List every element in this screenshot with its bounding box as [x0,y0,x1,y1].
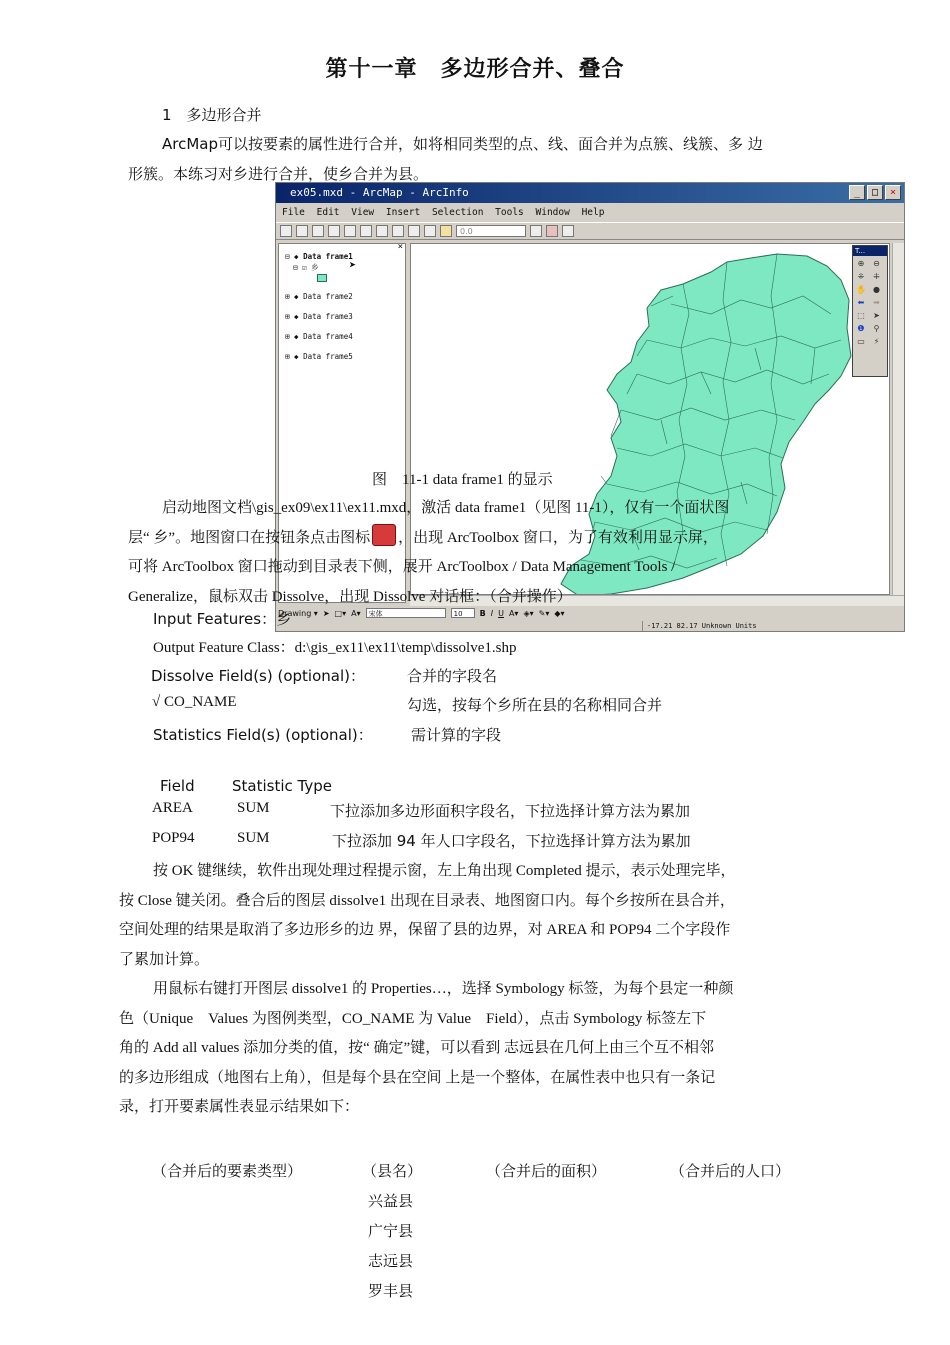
tools-palette-title: T... [853,246,887,256]
toc-layer-label: 乡 [311,263,319,272]
para4-line: 角的 Add all values 添加分类的值，按“ 确定”键，可以看到 志远县在几何上由三个互不相邻 [119,1040,714,1056]
open-icon[interactable] [296,225,308,237]
para3-line: 按 OK 键继续，软件出现处理过程提示窗，左上角出现 Completed 提示，表示处理完毕， [153,863,736,879]
figure-caption: 图 11-1 data frame1 的显示 [372,472,553,488]
map-vertical-scrollbar[interactable] [892,243,905,595]
para4-line: 色（Unique Values 为图例类型，CO_NAME 为 Value Field），点击 Symbology 标签左下 [119,1010,707,1027]
menu-tools[interactable]: Tools [495,207,524,218]
maximize-button[interactable]: □ [867,185,883,200]
identify-icon[interactable]: ❶ [857,324,865,333]
co-name-field: √ CO_NAME [152,694,237,710]
table-header-feature-type: （合并后的要素类型） [152,1162,303,1180]
font-select[interactable]: 宋体 [366,608,446,618]
cut-icon[interactable] [344,225,356,237]
toc-item-data-frame1[interactable]: ⊟ ◆ Data frame1 [285,252,353,261]
select-elements-icon[interactable]: ➤ [873,311,880,320]
menu-help[interactable]: Help [581,207,605,218]
stat-row-field: AREA [152,800,193,816]
window-title: ex05.mxd - ArcMap - ArcInfo [290,186,469,199]
redo-icon[interactable] [424,225,436,237]
stat-row-type: SUM [237,800,270,816]
mouse-cursor-icon: ➤ [349,258,357,272]
toc-frame4-label: Data frame4 [303,332,353,341]
toc-close-icon[interactable]: × [397,242,403,252]
statistics-field-label: Statistics Field(s) (optional)： [153,726,373,744]
arctoolbox-icon [372,524,396,546]
paragraph-symbology [119,975,829,1123]
statistic-type-header: Statistic Type [232,777,332,795]
measure-icon[interactable]: ▭ [857,337,865,346]
county-name: 兴益县 [368,1192,414,1210]
whats-this-icon[interactable] [562,225,574,237]
statistics-field-desc: 需计算的字段 [411,726,502,744]
table-header-area: （合并后的面积） [486,1162,607,1180]
section-heading: 1 多边形合并 [162,106,262,124]
toc-layer-xiang[interactable]: ⊟ ☑ 乡 [293,263,319,272]
toc-item-data-frame3[interactable]: ⊞ ◆ Data frame3 [285,312,353,321]
add-data-icon[interactable] [440,225,452,237]
rectangle-icon[interactable]: □▾ [334,608,347,618]
editor-icon[interactable] [530,225,542,237]
back-extent-icon[interactable]: ⬅ [857,298,865,307]
save-icon[interactable] [312,225,324,237]
paragraph-result [119,857,829,975]
para4-line: 录，打开要素属性表显示结果如下： [119,1099,360,1115]
input-features: Input Features：乡 [153,610,292,628]
intro-paragraph [128,130,828,189]
stat-row-desc: 下拉添加多边形面积字段名，下拉选择计算方法为累加 [330,802,691,820]
drawing-menu[interactable]: Drawing ▾ [278,608,318,618]
para2-line: 启动地图文档\gis_ex09\ex11\ex11.mxd，激活 data frame1（见图 11-1），仅有一个面状图 [162,500,730,516]
table-header-population: （合并后的人口） [670,1162,791,1180]
intro-line: 形簇。本练习对乡进行合并，使乡合并为县。 [128,164,429,183]
delete-icon[interactable] [392,225,404,237]
zoom-out-icon[interactable]: ⊖ [873,259,880,268]
forward-extent-icon[interactable]: ➡ [873,298,880,307]
copy-icon[interactable] [360,225,372,237]
menu-view[interactable]: View [351,207,375,218]
tools-palette [852,245,888,377]
para4-line: 的多边形组成（地图右上角），但是每个县在空间 上是一个整体，在属性表中也只有一条记 [119,1069,716,1086]
toc-item-data-frame4[interactable]: ⊞ ◆ Data frame4 [285,332,353,341]
paste-icon[interactable] [376,225,388,237]
minimize-button[interactable]: _ [849,185,865,200]
para2-line [128,524,828,554]
para3-line: 空间处理的结果是取消了多边形乡的边 界，保留了县的边界，对 AREA 和 POP94 二个字段作 [119,922,731,938]
standard-toolbar [276,222,904,240]
stat-row-type: SUM [237,830,270,846]
para2-line: Generalize，鼠标双击 Dissolve，出现 Dissolve 对话框：（合并操作） [128,588,572,605]
text-icon[interactable]: A▾ [351,608,361,618]
pan-icon[interactable]: ✋ [856,285,866,294]
find-icon[interactable]: ⚲ [873,324,880,333]
fixed-zoom-in-icon[interactable]: ⁜ [857,272,865,281]
county-name: 广宁县 [368,1222,414,1240]
zoom-in-icon[interactable]: ⊕ [857,259,865,268]
field-header: Field [160,777,195,795]
para2-line: 可将 ArcToolbox 窗口拖动到目录表下侧，展开 ArcToolbox / Data Management Tools / [128,559,676,575]
toc-item-data-frame5[interactable]: ⊞ ◆ Data frame5 [285,352,353,361]
select-arrow-icon[interactable]: ➤ [322,608,330,618]
county-name: 罗丰县 [368,1282,414,1300]
arctoolbox-icon[interactable] [546,225,558,237]
para4-line: 用鼠标右键打开图层 dissolve1 的 Properties…，选择 Symbology 标签，为每个县定一种颜 [153,981,734,997]
stat-row-field: POP94 [152,830,195,846]
menu-insert[interactable]: Insert [385,207,421,218]
co-name-desc: 勾选，按每个乡所在县的名称相同合并 [407,696,663,714]
new-icon[interactable] [280,225,292,237]
fixed-zoom-out-icon[interactable]: ⁜ [873,272,880,281]
toc-item-data-frame2[interactable]: ⊞ ◆ Data frame2 [285,292,353,301]
toc-frame5-label: Data frame5 [303,352,353,361]
coordinate-readout: -17.21 82.17 Unknown Units [642,621,757,632]
para2-text-a: 层“ 乡”。地图窗口在按钮条点击图标 [128,529,371,546]
stat-row-desc: 下拉添加 94 年人口字段名，下拉选择计算方法为累加 [332,832,691,850]
menu-bar [276,204,904,222]
output-feature-class: Output Feature Class：d:\gis_ex11\ex11\temp\dissolve1.shp [153,640,517,656]
toc-frame3-label: Data frame3 [303,312,353,321]
para2-text-b: ，出现 ArcToolbox 窗口，为了有效利用显示屏， [398,529,718,546]
hyperlink-icon[interactable]: ⚡ [873,337,880,346]
full-extent-icon[interactable]: ● [873,285,880,294]
italic-icon[interactable]: I [490,608,494,618]
fill-color-icon[interactable]: ◈▾ [523,608,534,618]
underline-icon[interactable]: U [498,608,504,618]
window-titlebar [276,183,904,203]
marker-color-icon[interactable]: ◆▾ [554,608,565,618]
scale-input[interactable]: 0.0 [456,225,526,237]
undo-icon[interactable] [408,225,420,237]
menu-file[interactable]: File [282,207,305,218]
select-features-icon[interactable]: ⬚ [857,311,865,320]
page-title: 第十一章 多边形合并、叠合 [325,57,625,82]
table-header-county: （县名） [362,1162,423,1180]
para3-line: 按 Close 键关闭。叠合后的图层 dissolve1 出现在目录表、地图窗口内。每个乡按所在县合并， [119,892,735,909]
close-button[interactable]: × [885,185,901,200]
toc-frame1-label: Data frame1 [303,252,353,261]
font-color-icon[interactable]: A▾ [508,608,519,618]
toc-frame2-label: Data frame2 [303,292,353,301]
menu-window[interactable]: Window [535,207,570,218]
intro-line: ArcMap可以按要素的属性进行合并，如将相同类型的点、线、面合并为点簇、线簇、多 边 [162,135,763,153]
layer-symbol [317,274,327,282]
county-name: 志远县 [368,1252,414,1270]
menu-edit[interactable]: Edit [316,207,340,218]
dissolve-field-desc: 合并的字段名 [407,667,498,685]
font-size-select[interactable]: 10 [451,608,475,618]
para3-line: 了累加计算。 [119,951,210,968]
bold-icon[interactable]: B [479,608,486,618]
status-bar [276,621,904,632]
menu-selection[interactable]: Selection [431,207,484,218]
paragraph-launch [128,494,828,612]
print-icon[interactable] [328,225,340,237]
line-color-icon[interactable]: ✎▾ [538,608,550,618]
dissolve-field-label: Dissolve Field(s) (optional)： [151,667,365,685]
